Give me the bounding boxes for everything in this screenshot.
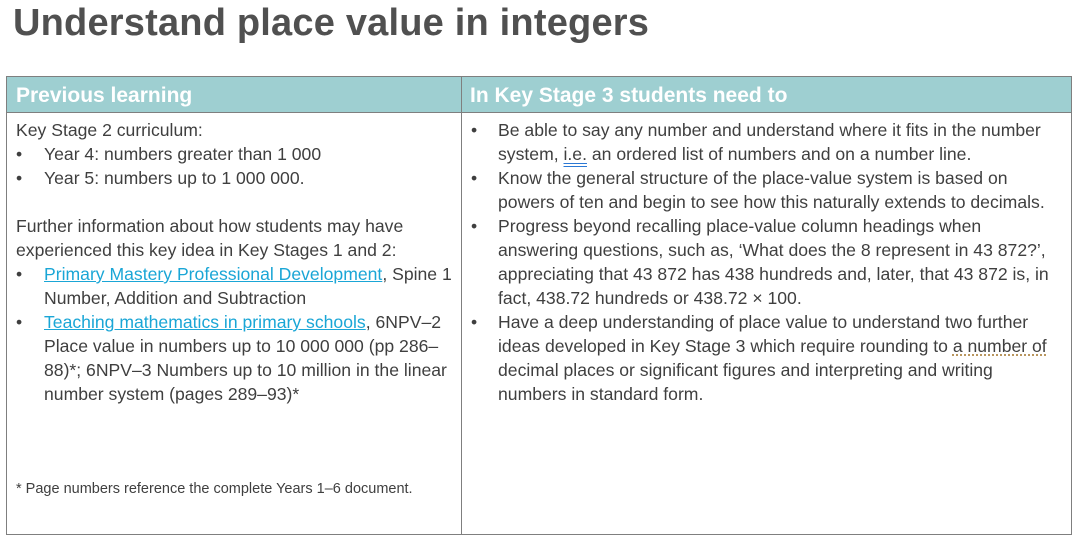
ks3-list bbox=[471, 118, 1065, 406]
key-stage-3-cell bbox=[462, 113, 1071, 534]
resource-item bbox=[16, 310, 455, 406]
ks3-item-beyond-headings: • Progress beyond recalling place-value column headings when answering questions, such as, ‘What does the 8 represent in 43 872?’, appreciating that 43 872 has 438 hundreds and, later, that 43 872 is, in fact, 438.72 hundreds or 438.72 × 100. bbox=[471, 214, 1065, 310]
header-key-stage-3: In Key Stage 3 students need to bbox=[470, 84, 788, 107]
ks2-item-year4: • Year 4: numbers greater than 1 000 bbox=[16, 142, 455, 166]
table-header-row bbox=[7, 77, 1071, 113]
learning-table bbox=[6, 76, 1072, 535]
ks3-item-number-system bbox=[471, 118, 1065, 166]
ie-abbreviation: i.e. bbox=[563, 144, 587, 164]
resources-list bbox=[16, 262, 455, 406]
ks2-curriculum-label: Key Stage 2 curriculum: bbox=[16, 120, 203, 140]
further-information-text: Further information about how students may have experienced this key idea in Key Stages 1 and 2: bbox=[16, 216, 404, 260]
header-previous-learning: Previous learning bbox=[16, 84, 193, 107]
primary-mastery-link[interactable]: Primary Mastery Professional Development bbox=[44, 264, 383, 284]
resource-description: , Spine 1 Number, Addition and Subtraction bbox=[44, 264, 452, 308]
ks3-item-text: Have a deep understanding of place value to understand two further ideas developed in Key Stage 3 which require rounding to bbox=[498, 312, 1029, 356]
ks3-item-text: Be able to say any number and understand where it fits in the number system, bbox=[498, 120, 1041, 164]
ks3-item-text: an ordered list of numbers and on a number line. bbox=[586, 144, 972, 164]
a-number-of-phrase: a number of bbox=[952, 336, 1047, 356]
ks2-item-year5: • Year 5: numbers up to 1 000 000. bbox=[16, 166, 455, 190]
resource-description: , 6NPV–2 Place value in numbers up to 10 000 000 (pp 286–88)*; 6NPV–3 Numbers up to 10 million in the linear number system (pages 289–93)* bbox=[44, 312, 447, 404]
ks2-list bbox=[16, 142, 455, 190]
ks3-item-deep-understanding bbox=[471, 310, 1065, 406]
footnote: * Page numbers reference the complete Years 1–6 document. bbox=[16, 481, 413, 497]
ks3-item-text: decimal places or significant figures and interpreting and writing numbers in standard form. bbox=[498, 360, 993, 404]
resource-item bbox=[16, 262, 455, 310]
page-title: Understand place value in integers bbox=[13, 2, 650, 44]
previous-learning-cell bbox=[7, 113, 461, 534]
ks3-item-place-value-structure: • Know the general structure of the place-value system is based on powers of ten and begin to see how this naturally extends to decimals. bbox=[471, 166, 1065, 214]
teaching-maths-primary-link[interactable]: Teaching mathematics in primary schools bbox=[44, 312, 366, 332]
spacer bbox=[16, 190, 455, 214]
